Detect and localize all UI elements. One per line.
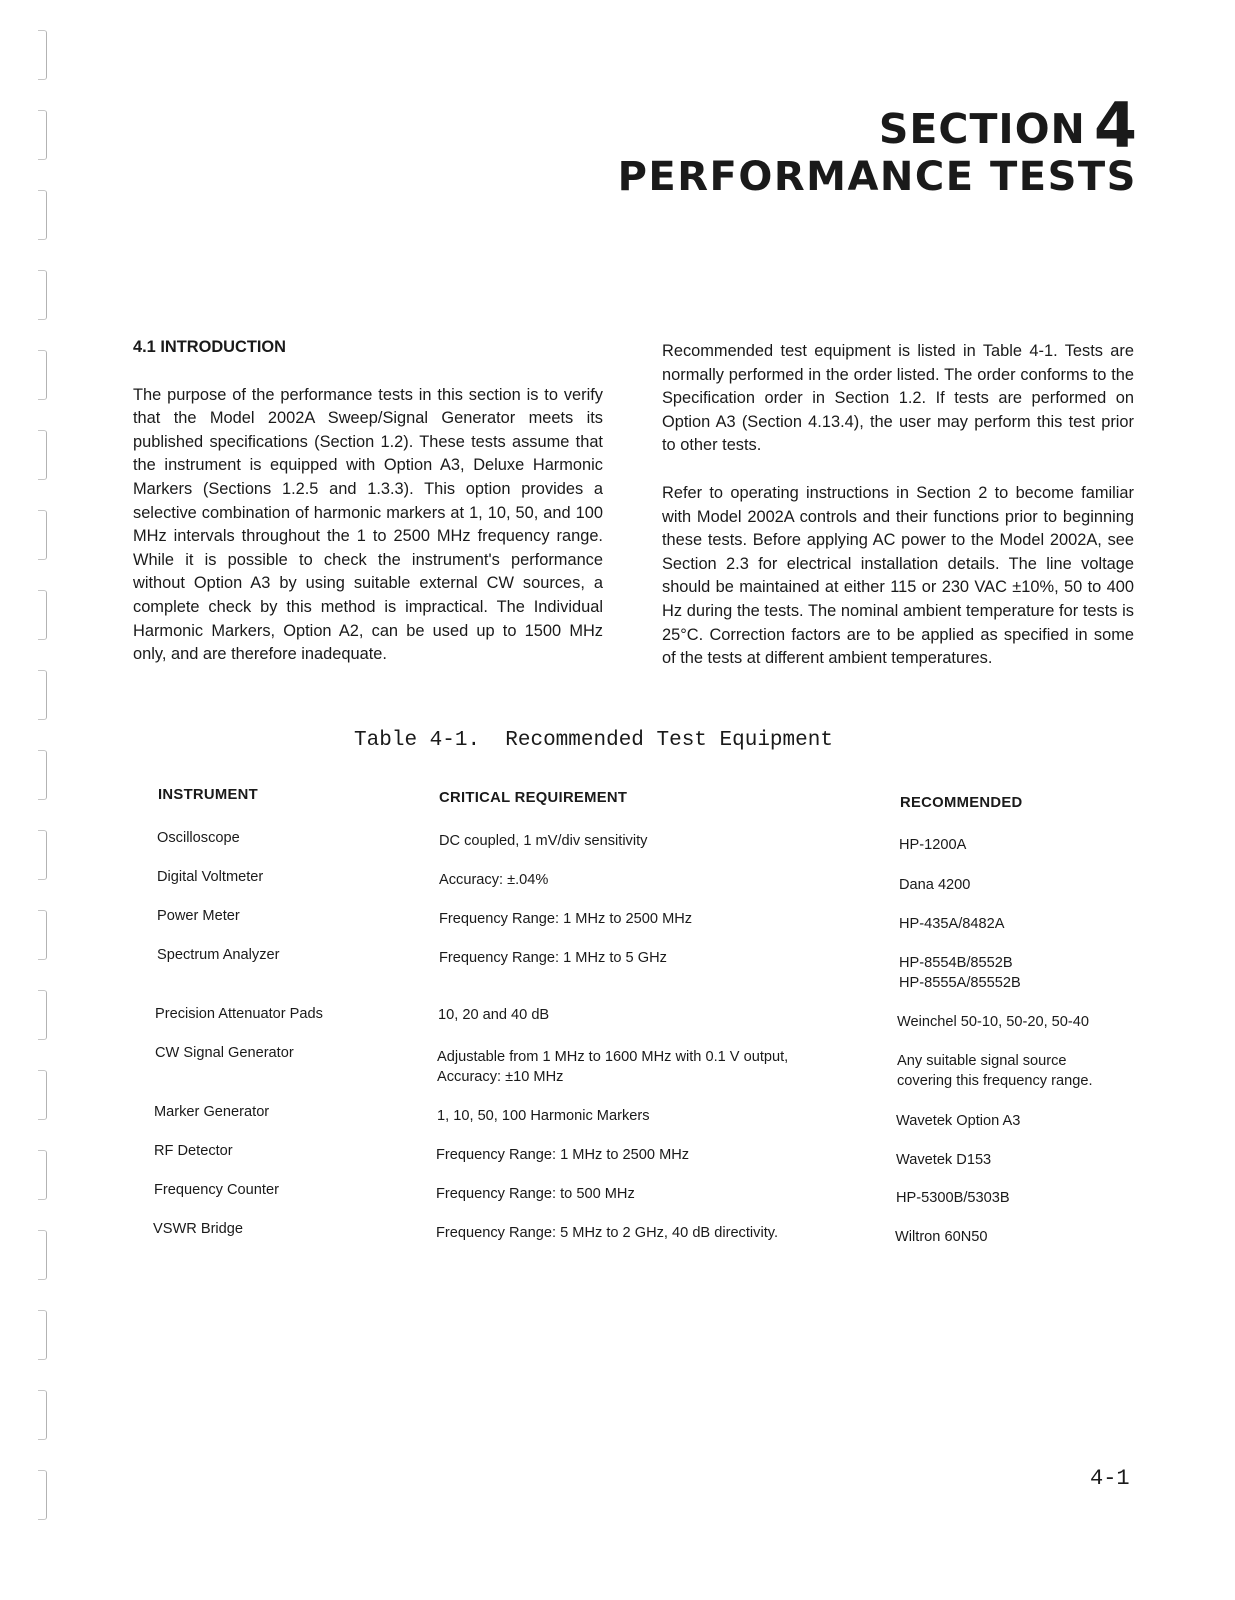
critical-requirement-line: DC coupled, 1 mV/div sensitivity [439, 833, 648, 849]
instrument-cell: Spectrum Analyzer [157, 947, 280, 963]
critical-requirement-line: Frequency Range: 1 MHz to 2500 MHz [439, 911, 693, 927]
section-title: PERFORMANCE TESTS [617, 153, 1137, 200]
recommended-cell [896, 1111, 1156, 1131]
instrument-cell: Power Meter [157, 908, 240, 924]
margin-mark [38, 350, 47, 400]
recommended-line: Any suitable signal source [897, 1053, 1067, 1069]
recommended-cell [899, 835, 1159, 855]
recommended-line: covering this frequency range. [897, 1073, 1093, 1089]
critical-requirement-cell [436, 1223, 876, 1243]
critical-requirement-line: Frequency Range: 1 MHz to 2500 MHz [436, 1147, 690, 1163]
critical-requirement-cell [436, 1184, 876, 1204]
section-label-line [618, 89, 1137, 162]
left-column [133, 336, 603, 667]
column-header-instrument: INSTRUMENT [158, 787, 258, 803]
critical-requirement-line: Adjustable from 1 MHz to 1600 MHz with 0.1 V output, [437, 1049, 789, 1065]
recommended-cell [899, 914, 1159, 934]
table-caption: Table 4-1. Recommended Test Equipment [354, 729, 833, 752]
section-number: 4 [1093, 89, 1137, 162]
page-number: 4-1 [1090, 1466, 1130, 1491]
margin-mark [38, 750, 47, 800]
recommended-line: HP-5300B/5303B [896, 1190, 1010, 1206]
recommended-line: HP-1200A [899, 837, 967, 853]
introduction-heading: 4.1 INTRODUCTION [133, 338, 286, 356]
margin-mark [38, 1070, 47, 1120]
margin-mark [38, 670, 47, 720]
recommended-cell [899, 875, 1159, 895]
binding-margin-marks [38, 30, 54, 1530]
critical-requirement-line: Frequency Range: to 500 MHz [436, 1186, 635, 1202]
operating-instructions-paragraph: Refer to operating instructions in Section 2 to become familiar with Model 2002A controls and their functions prior to beginning these tests. Before applying AC power to the Model 2002A, see Section 2.3 for electrical installation details. The line voltage should be maintained at either 115 or 230 VAC ±10%, 50 to 400 Hz during the tests. The nominal ambient temperature for tests is 25°C. Correction factors are to be applied as specified in some of the tests at different ambient temperatures. [662, 483, 1134, 668]
recommended-line: Dana 4200 [899, 877, 971, 893]
recommended-line: HP-8555A/85552B [899, 975, 1021, 991]
critical-requirement-cell [439, 909, 879, 929]
margin-mark [38, 590, 47, 640]
margin-mark [38, 510, 47, 560]
recommended-line: Wavetek D153 [896, 1152, 992, 1168]
margin-mark [38, 1470, 47, 1520]
instrument-cell: Digital Voltmeter [157, 869, 264, 885]
recommended-line: HP-8554B/8552B [899, 955, 1013, 971]
critical-requirement-cell [439, 831, 879, 851]
margin-mark [38, 110, 47, 160]
critical-requirement-line: 1, 10, 50, 100 Harmonic Markers [437, 1108, 650, 1124]
instrument-cell: VSWR Bridge [153, 1221, 244, 1237]
recommended-line: HP-435A/8482A [899, 916, 1005, 932]
critical-requirement-cell [437, 1047, 877, 1087]
instrument-cell: CW Signal Generator [155, 1045, 294, 1061]
recommended-line: Weinchel 50-10, 50-20, 50-40 [897, 1014, 1090, 1030]
critical-requirement-line: Frequency Range: 5 MHz to 2 GHz, 40 dB directivity. [436, 1225, 779, 1241]
column-header-critical-requirement: CRITICAL REQUIREMENT [439, 790, 628, 806]
instrument-cell: Oscilloscope [157, 830, 240, 846]
margin-mark [38, 990, 47, 1040]
critical-requirement-cell [439, 870, 879, 890]
recommended-line: Wavetek Option A3 [896, 1113, 1021, 1129]
section-label: SECTION [878, 104, 1086, 153]
critical-requirement-line: Accuracy: ±.04% [439, 872, 549, 888]
margin-mark [38, 910, 47, 960]
critical-requirement-cell [437, 1106, 877, 1126]
recommended-line: Wiltron 60N50 [895, 1229, 988, 1245]
critical-requirement-line: Frequency Range: 1 MHz to 5 GHz [439, 950, 667, 966]
margin-mark [38, 1390, 47, 1440]
instrument-cell: Marker Generator [154, 1104, 270, 1120]
critical-requirement-cell [436, 1145, 876, 1165]
recommended-cell [897, 1012, 1157, 1032]
margin-mark [38, 1150, 47, 1200]
critical-requirement-cell [439, 948, 879, 968]
margin-mark [38, 270, 47, 320]
margin-mark [38, 430, 47, 480]
margin-mark [38, 30, 47, 80]
instrument-cell: Frequency Counter [154, 1182, 279, 1198]
critical-requirement-cell [438, 1005, 878, 1025]
margin-mark [38, 1230, 47, 1280]
margin-mark [38, 830, 47, 880]
instrument-cell: RF Detector [154, 1143, 233, 1159]
instrument-cell: Precision Attenuator Pads [155, 1006, 323, 1022]
critical-requirement-line: 10, 20 and 40 dB [438, 1007, 550, 1023]
recommended-cell [896, 1188, 1156, 1208]
right-column [662, 340, 1134, 671]
critical-requirement-line: Accuracy: ±10 MHz [437, 1069, 564, 1085]
section-header [617, 89, 1137, 200]
column-header-recommended: RECOMMENDED [900, 795, 1023, 811]
margin-mark [38, 1310, 47, 1360]
recommended-cell [899, 953, 1159, 993]
test-equipment-paragraph: Recommended test equipment is listed in Table 4-1. Tests are normally performed in the order listed. The order conforms to the Specification order in Section 1.2. If tests are performed on Option A3 (Section 4.13.4), the user may perform this test prior to other tests. [662, 342, 1134, 455]
margin-mark [38, 190, 47, 240]
recommended-cell [895, 1227, 1155, 1247]
introduction-paragraph: The purpose of the performance tests in this section is to verify that the Model 2002A Sweep/Signal Generator meets its published specifications (Section 1.2). These tests assume that the instrument is equipped with Option A3, Deluxe Harmonic Markers (Sections 1.2.5 and 1.3.3). This option provides a selective combination of harmonic markers at 1, 10, 50, and 100 MHz intervals throughout the 1 to 2500 MHz frequency range. While it is possible to check the instrument's performance without Option A3 by using suitable external CW sources, a complete check by this method is impractical. The Individual Harmonic Markers, Option A2, can be used up to 1500 MHz only, and are therefore inadequate. [133, 385, 603, 664]
recommended-cell [897, 1051, 1157, 1091]
recommended-cell [896, 1150, 1156, 1170]
